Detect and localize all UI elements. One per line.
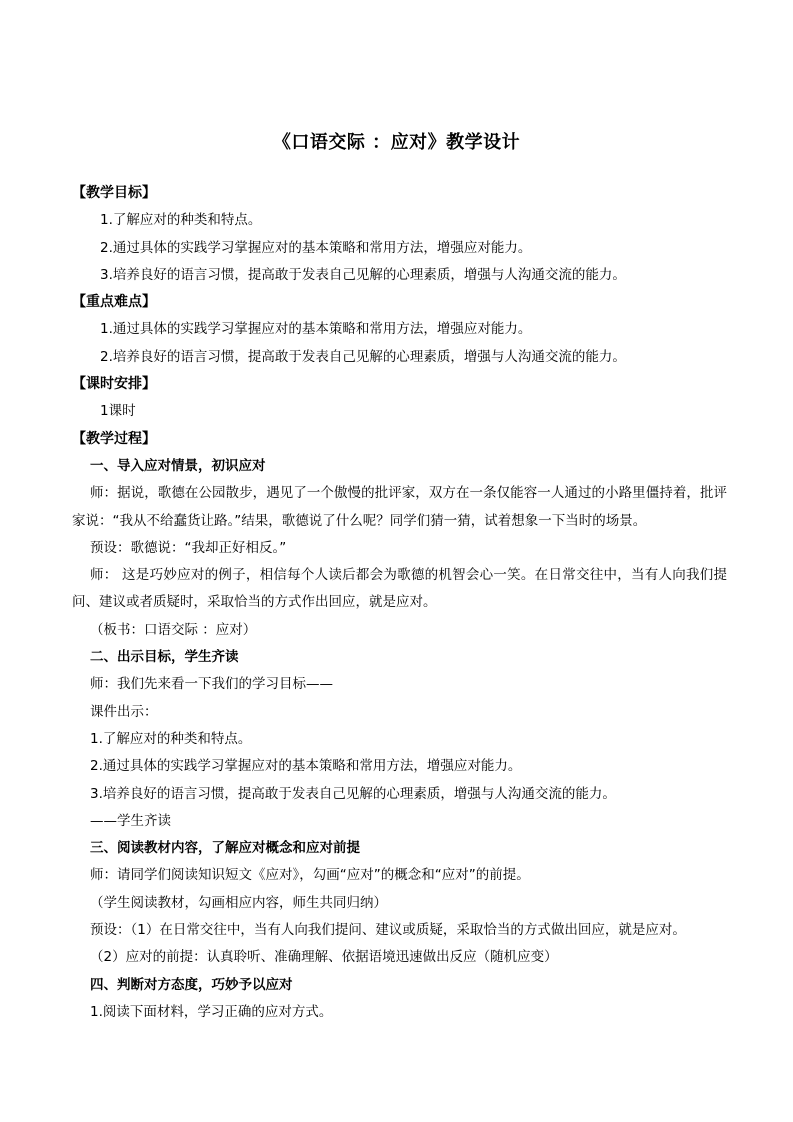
schedule-text: 1课时	[100, 403, 136, 420]
paragraph: （2）应对的前提：认真聆听、准确理解、依据语境迅速做出反应（随机应变）	[90, 949, 558, 966]
goal-item: 1.了解应对的种类和特点。	[90, 730, 252, 747]
paragraph: ——学生齐读	[90, 812, 171, 829]
goal-item: 2.通过具体的实践学习掌握应对的基本策略和常用方法，增强应对能力。	[90, 758, 522, 775]
part-heading-1: 一、导入应对情景，初识应对	[90, 457, 266, 474]
key-point-item: 2.培养良好的语言习惯，提高敢于发表自己见解的心理素质，增强与人沟通交流的能力。	[100, 348, 626, 365]
goal-item: 3.培养良好的语言习惯，提高敢于发表自己见解的心理素质，增强与人沟通交流的能力。	[100, 266, 626, 283]
paragraph: 师： 这是巧妙应对的例子，相信每个人读后都会为歌德的机智会心一笑。在日常交往中，当有人向我们提问、建议或者质疑时，采取恰当的方式作出回应，就是应对。	[72, 567, 727, 611]
part-heading-2: 二、出示目标，学生齐读	[90, 649, 239, 666]
paragraph: 师：我们先来看一下我们的学习目标——	[90, 676, 333, 693]
goal-item: 1.了解应对的种类和特点。	[100, 212, 262, 229]
goal-item: 2.通过具体的实践学习掌握应对的基本策略和常用方法，增强应对能力。	[100, 239, 532, 256]
section-heading-schedule: 【课时安排】	[72, 376, 156, 393]
section-heading-key-points: 【重点难点】	[72, 294, 156, 311]
paragraph: 师：据说，歌德在公园散步，遇见了一个傲慢的批评家，双方在一条仅能容一人通过的小路里僵持着，批评家说：“我从不给蠢货让路。”结果，歌德说了什么呢？同学们猜一猜，试着想象一下当时的场景。	[72, 485, 727, 529]
section-heading-process: 【教学过程】	[72, 430, 156, 447]
part-heading-3: 三、阅读教材内容，了解应对概念和应对前提	[90, 840, 360, 857]
paragraph: （学生阅读教材，勾画相应内容，师生共同归纳）	[90, 894, 387, 911]
paragraph: 师：请同学们阅读知识短文《应对》，勾画“应对”的概念和“应对”的前提。	[90, 867, 530, 884]
goal-item: 3.培养良好的语言习惯，提高敢于发表自己见解的心理素质，增强与人沟通交流的能力。	[90, 785, 616, 802]
board-note: （板书：口语交际 ：应对）	[90, 621, 257, 638]
paragraph: 1.阅读下面材料，学习正确的应对方式。	[90, 1003, 333, 1020]
key-point-item: 1.通过具体的实践学习掌握应对的基本策略和常用方法，增强应对能力。	[100, 321, 532, 338]
part-heading-4: 四、判断对方态度，巧妙予以应对	[90, 976, 293, 993]
paragraph: 课件出示：	[90, 703, 158, 720]
page-title: 《口语交际 ：应对》教学设计	[272, 132, 521, 153]
paragraph: 预设：（1）在日常交往中，当有人向我们提问、建议或质疑，采取恰当的方式做出回应，就是应对。	[90, 922, 686, 939]
paragraph: 预设：歌德说：“我却正好相反。”	[90, 539, 287, 556]
section-heading-goals: 【教学目标】	[72, 185, 156, 201]
document-body	[72, 180, 727, 1026]
